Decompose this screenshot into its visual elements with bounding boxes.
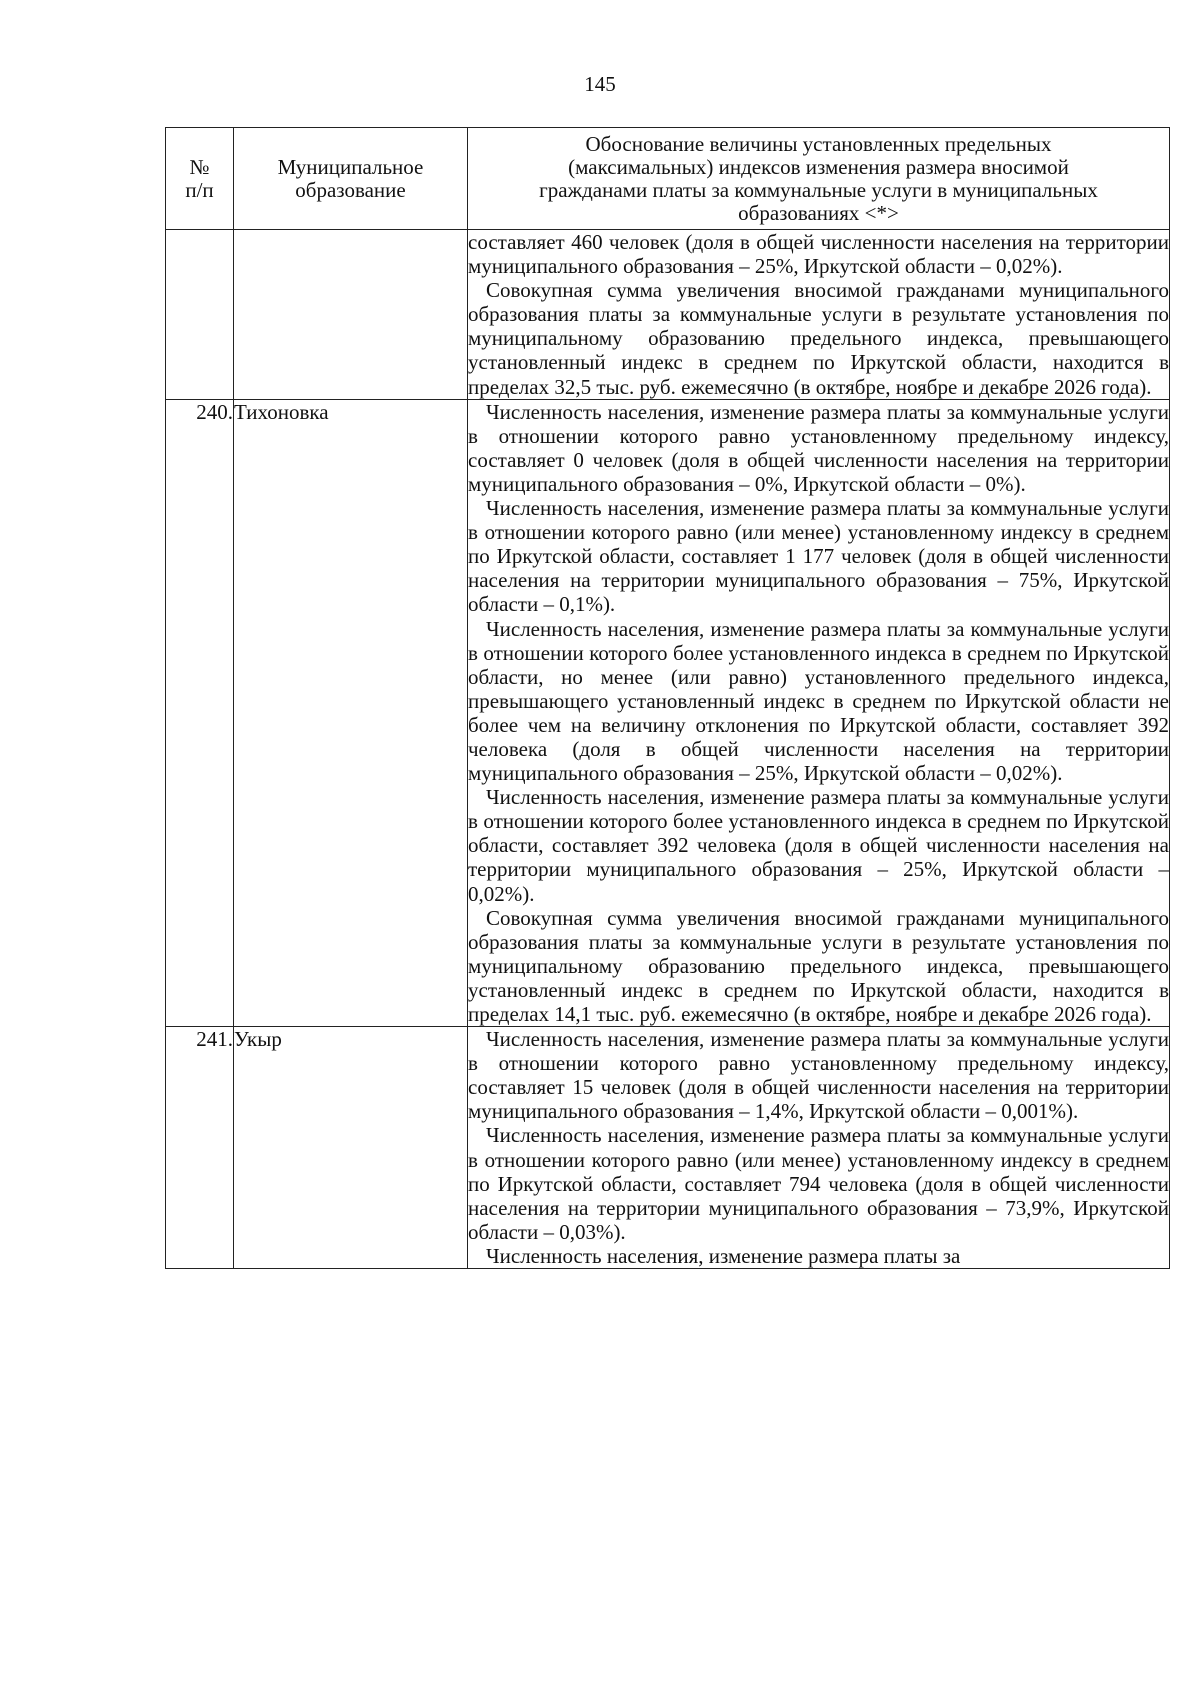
justification-paragraph: Совокупная сумма увеличения вносимой гражданами муниципального образования платы за коммунальные услуги в результате установления по муниципальному образованию предельного индекса, превышающего установленный индекс в среднем по Иркутской области, находится в пределах 32,5 тыс. руб. ежемесячно (в октябре, ноябре и декабре 2026 года).	[468, 278, 1169, 399]
justification-paragraph: Совокупная сумма увеличения вносимой гражданами муниципального образования платы за коммунальные услуги в результате установления по муниципальному образованию предельного индекса, превышающего установленный индекс в среднем по Иркутской области, находится в пределах 14,1 тыс. руб. ежемесячно (в октябре, ноябре и декабре 2026 года).	[468, 905, 1169, 1026]
justification-cell	[468, 1027, 1170, 1269]
header-num-line: п/п	[185, 177, 214, 202]
justification-paragraph: Численность населения, изменение размера платы за	[486, 1243, 961, 1268]
justification-paragraph: Численность населения, изменение размера платы за коммунальные услуги в отношении которого более установленного индекса в среднем по Иркутской области, составляет 392 человека (доля в общей численности населения на территории муниципального образования – 25%, Иркутской области – 0,02%).	[468, 785, 1169, 906]
table-header-row	[166, 128, 1170, 230]
page-number: 145	[584, 72, 616, 96]
row-number: 240.	[166, 399, 234, 1026]
justification-paragraph: Численность населения, изменение размера платы за коммунальные услуги в отношении которого равно установленному предельному индексу, составляет 0 человек (доля в общей численности населения на территории муниципального образования – 0%, Иркутской области – 0%).	[468, 399, 1169, 496]
header-municipality	[234, 128, 468, 230]
justification-paragraph: составляет 460 человек (доля в общей численности населения на территории муниципального образования – 25%, Иркутской области – 0,02%).	[468, 230, 1169, 279]
table-row	[166, 1027, 1170, 1269]
header-justification-line: гражданами платы за коммунальные услуги в муниципальных	[539, 177, 1098, 202]
municipality-name: Укыр	[234, 1027, 468, 1269]
table-row	[166, 230, 1170, 400]
header-municipality-line: образование	[295, 177, 406, 202]
header-justification-line: (максимальных) индексов изменения размера вносимой	[568, 154, 1069, 179]
municipality-name	[234, 230, 468, 400]
justification-cell	[468, 399, 1170, 1026]
justification-table	[165, 127, 1170, 1269]
municipality-name: Тихоновка	[234, 399, 468, 1026]
header-justification-line: образованиях <*>	[738, 200, 899, 225]
row-number	[166, 230, 234, 400]
header-justification	[468, 128, 1170, 230]
justification-paragraph: Численность населения, изменение размера платы за коммунальные услуги в отношении которого более установленного индекса в среднем по Иркутской области, но менее (или равно) установленного предельного индекса, превышающего установленный индекс в среднем по Иркутской области не более чем на величину отклонения по Иркутской области, составляет 392 человека (доля в общей численности населения на территории муниципального образования – 25%, Иркутской области – 0,02%).	[468, 616, 1169, 786]
justification-paragraph: Численность населения, изменение размера платы за коммунальные услуги в отношении которого равно установленному предельному индексу, составляет 15 человек (доля в общей численности населения на территории муниципального образования – 1,4%, Иркутской области – 0,001%).	[468, 1027, 1169, 1124]
header-num-line: №	[189, 154, 210, 179]
table-body	[166, 230, 1170, 1269]
justification-paragraph: Численность населения, изменение размера платы за коммунальные услуги в отношении которого равно (или менее) установленному индексу в среднем по Иркутской области, составляет 1 177 человек (доля в общей численности населения на территории муниципального образования – 75%, Иркутской области – 0,1%).	[468, 496, 1169, 617]
table-row	[166, 399, 1170, 1026]
header-justification-line: Обоснование величины установленных предельных	[585, 131, 1052, 156]
justification-paragraph: Численность населения, изменение размера платы за коммунальные услуги в отношении которого равно (или менее) установленному индексу в среднем по Иркутской области, составляет 794 человека (доля в общей численности населения на территории муниципального образования – 73,9%, Иркутской области – 0,03%).	[468, 1123, 1169, 1244]
justification-cell	[468, 230, 1170, 400]
row-number: 241.	[166, 1027, 234, 1269]
header-num	[166, 128, 234, 230]
header-municipality-line: Муниципальное	[277, 154, 424, 179]
